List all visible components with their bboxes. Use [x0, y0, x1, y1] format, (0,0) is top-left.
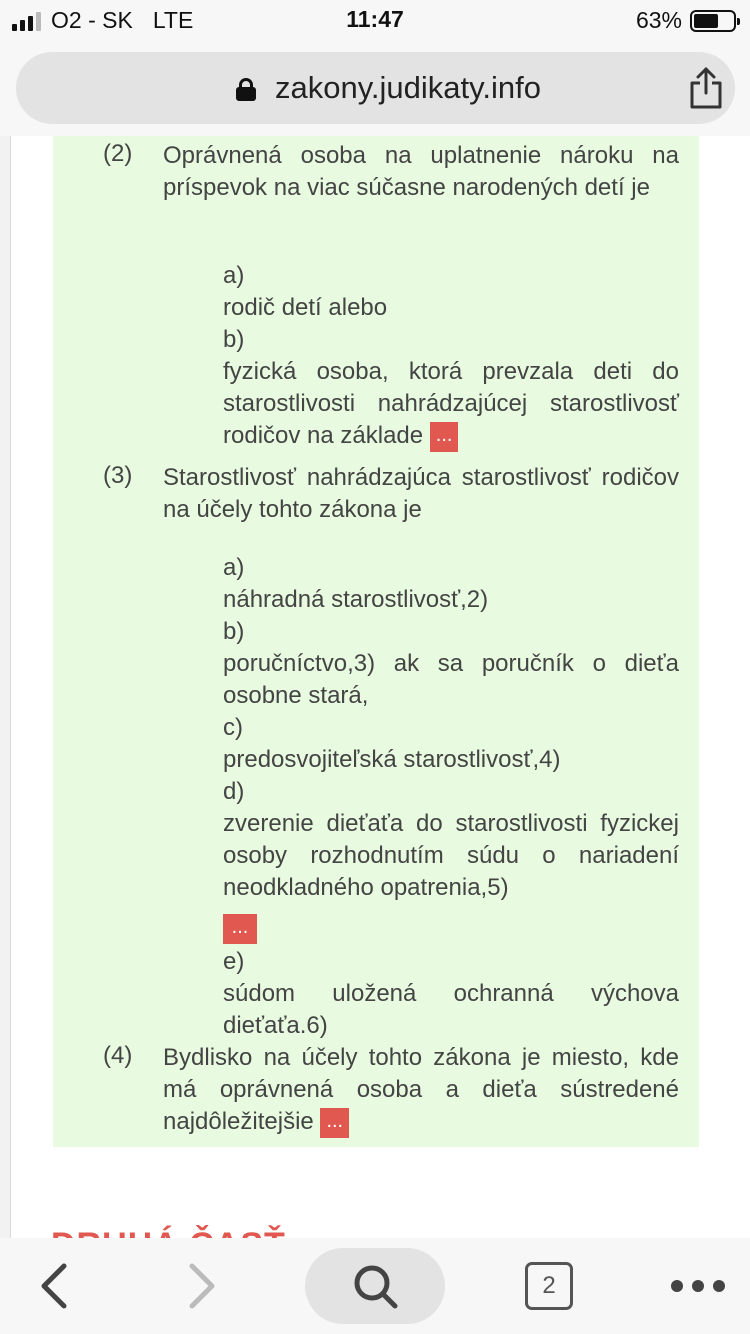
- item-text: [223, 356, 679, 452]
- battery-level: [694, 14, 718, 28]
- item-text-content: fyzická osoba, ktorá prevzala deti do starostlivosti nahrádzajúcej starostlivosť rodičov na základe: [223, 358, 679, 449]
- battery-percent: 63%: [635, 7, 682, 33]
- forward-icon[interactable]: [184, 1262, 220, 1310]
- search-icon: [351, 1262, 401, 1312]
- item-letter: c): [223, 714, 243, 741]
- item-text: predosvojiteľská starostlivosť,4): [223, 746, 561, 773]
- paragraph-text: Starostlivosť nahrádzajúca starostlivosť rodičov na účely tohto zákona je: [163, 464, 679, 523]
- item-letter: a): [223, 554, 245, 581]
- paragraph-text: [163, 1042, 679, 1138]
- item-text: poručníctvo,3) ak sa poručník o dieťa osobne stará,: [223, 650, 679, 709]
- item-letter: d): [223, 778, 245, 805]
- address-bar-area: [0, 42, 750, 136]
- paragraph-number: (2): [103, 140, 133, 167]
- url-text[interactable]: zakony.judikaty.info: [275, 70, 541, 105]
- item-text: súdom uložená ochranná výchova dieťaťa.6): [223, 980, 679, 1039]
- item-letter: a): [223, 262, 245, 289]
- item-letter: e): [223, 948, 245, 975]
- item-text: zverenie dieťaťa do starostlivosti fyzickej osoby rozhodnutím súdu o nariadení neodkladného opatrenia,5): [223, 810, 679, 901]
- status-time: 11:47: [346, 6, 404, 32]
- back-icon[interactable]: [36, 1262, 72, 1310]
- more-icon[interactable]: [668, 1274, 728, 1298]
- paragraph-number: (4): [103, 1042, 133, 1069]
- item-letter: b): [223, 618, 245, 645]
- paragraph-text-content: Bydlisko na účely tohto zákona je miesto, kde má oprávnená osoba a dieťa sústredené najdôležitejšie: [163, 1044, 679, 1135]
- item-text: rodič detí alebo: [223, 294, 388, 321]
- network-type: LTE: [152, 7, 194, 33]
- carrier-name: O2 - SK: [51, 7, 133, 33]
- lock-icon: [236, 78, 256, 100]
- bottom-toolbar: [0, 1238, 750, 1334]
- item-text: náhradná starostlivosť,2): [223, 586, 489, 613]
- tabs-icon[interactable]: 2: [525, 1262, 573, 1310]
- more-button[interactable]: ...: [320, 1108, 349, 1138]
- share-icon[interactable]: [686, 66, 726, 110]
- item-letter: b): [223, 326, 245, 353]
- more-button[interactable]: ...: [223, 914, 257, 944]
- status-right: [636, 7, 736, 34]
- address-bar[interactable]: [16, 52, 735, 124]
- status-bar: [0, 0, 750, 42]
- battery-icon: [690, 10, 736, 32]
- paragraph-number: (3): [103, 462, 133, 489]
- paragraph-text: Oprávnená osoba na uplatnenie nároku na príspevok na viac súčasne narodených detí je: [163, 142, 679, 201]
- page-content: [10, 136, 750, 1238]
- search-button[interactable]: [305, 1248, 445, 1324]
- more-button[interactable]: ...: [430, 422, 459, 452]
